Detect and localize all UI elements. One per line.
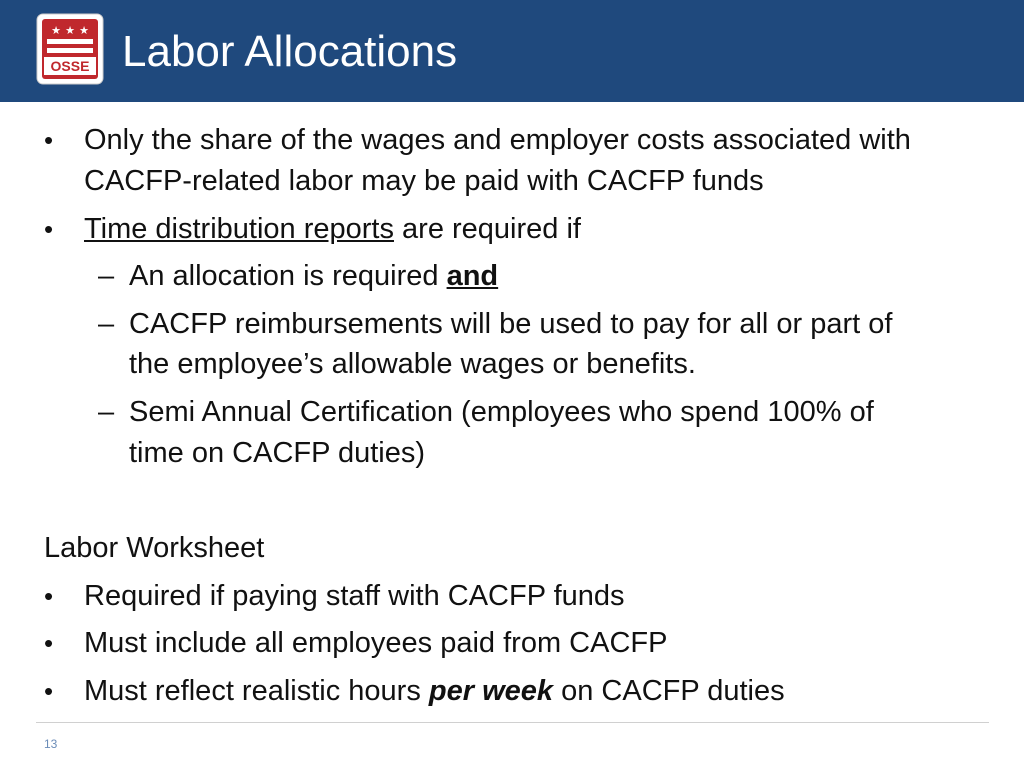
sub-bullet-2-line-2: the employee’s allowable wages or benefits.: [129, 348, 696, 380]
svg-text:★: ★: [65, 24, 75, 37]
slide-header: [0, 0, 1024, 102]
worksheet-bullet-3: [84, 671, 785, 711]
bullet-icon: •: [44, 125, 54, 155]
bullet-icon: •: [44, 628, 54, 658]
svg-text:★: ★: [51, 24, 61, 37]
svg-text:★: ★: [79, 24, 89, 37]
worksheet-bullet-3-after: on CACFP duties: [553, 675, 785, 707]
bullet-2-line: [84, 209, 581, 249]
worksheet-bullet-2: Must include all employees paid from CACFP: [84, 627, 668, 659]
page-number: 13: [44, 737, 58, 751]
sub-bullet-1-emphasis: and: [446, 260, 499, 292]
slide-title: Labor Allocations: [122, 27, 458, 76]
worksheet-heading: Labor Worksheet: [44, 532, 265, 564]
sub-bullet-1-text: An allocation is required: [129, 260, 447, 292]
dash-icon: –: [98, 396, 115, 428]
sub-bullet-2-line-1: CACFP reimbursements will be used to pay for all or part of: [129, 308, 893, 340]
sub-bullet-1: [129, 256, 498, 296]
sub-bullet-3-line-1: Semi Annual Certification (employees who spend 100% of: [129, 396, 874, 428]
time-distribution-reports-link-text: Time distribution reports: [84, 213, 394, 245]
footer-divider: [36, 722, 989, 723]
bullet-icon: •: [44, 581, 54, 611]
dash-icon: –: [98, 260, 115, 292]
worksheet-bullet-3-before: Must reflect realistic hours: [84, 675, 429, 707]
bullet-1-line-2: CACFP-related labor may be paid with CACFP funds: [84, 165, 764, 197]
svg-text:OSSE: OSSE: [50, 58, 90, 74]
dash-icon: –: [98, 308, 115, 340]
worksheet-bullet-3-emphasis: per week: [428, 675, 554, 707]
osse-logo: [36, 13, 104, 85]
bullet-1-line-1: Only the share of the wages and employer costs associated with: [84, 124, 911, 156]
bullet-2-rest: are required if: [393, 213, 581, 245]
sub-bullet-3-line-2: time on CACFP duties): [129, 437, 426, 469]
worksheet-bullet-1: Required if paying staff with CACFP funds: [84, 580, 625, 612]
bullet-icon: •: [44, 676, 54, 706]
bullet-icon: •: [44, 214, 54, 244]
